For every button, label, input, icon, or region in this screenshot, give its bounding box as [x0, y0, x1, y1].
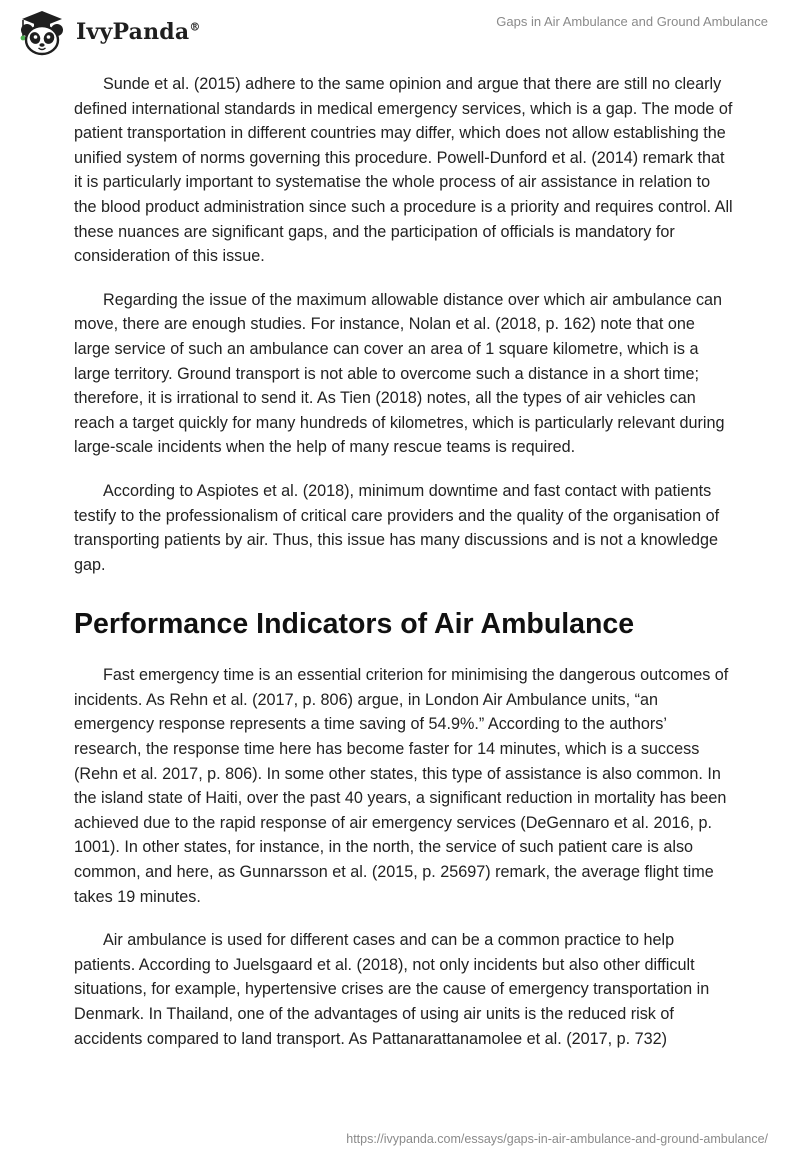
paragraph: According to Aspiotes et al. (2018), minimum downtime and fast contact with patients testify to the professionalism of critical care providers and the quality of the organisation of transporting patients by air. Thus, this issue has many discussions and is not a knowledge gap. [74, 481, 720, 574]
paragraph: Fast emergency time is an essential criterion for minimising the dangerous outcomes of incidents. As Rehn et al. (2017, p. 806) argue, in London Air Ambulance units, “an emergency response represents a time saving of 54.9%.” According to the authors’ research, the response time here has become faster for 14 minutes, which is a success (Rehn et al. 2017, p. 806). In some other states, this type of assistance is also common. In the island state of Haiti, over the past 40 years, a significant reduction in mortality has been achieved due to the rapid response of air emergency services (DeGennaro et al. 2016, p. 1001). In other states, for instance, in the north, the service of such patient care is also common, and here, as Gunnarsson et al. (2015, p. 25697) remark, the average flight time takes 19 minutes. [74, 666, 729, 906]
paragraph: Air ambulance is used for different cases and can be a common practice to help patients. According to Juelsgaard et al. (2018), not only incidents but also other difficult situations, for example, hypertensive crises are the cause of emergency transportation in Denmark. In Thailand, one of the advantages of using air units is the reduced risk of accidents compared to land transport. As Pattanarattanamolee et al. (2017, p. 732) [74, 931, 710, 1048]
essay-content [74, 72, 734, 1070]
brand-logo[interactable] [14, 6, 201, 58]
panda-logo-icon [14, 6, 70, 58]
paragraph: Sunde et al. (2015) adhere to the same opinion and argue that there are still no clearly defined international standards in medical emergency services, which is a gap. The mode of patient transportation in different countries may differ, which does not allow establishing the unified system of norms governing this procedure. Powell-Dunford et al. (2014) remark that it is particularly important to systematise the whole process of air assistance in relation to the blood product administration since such a procedure is a priority and requires control. All these nuances are significant gaps, and the participation of officials is mandatory for consideration of this issue. [74, 75, 733, 266]
brand-name: IvyPanda® [76, 19, 201, 45]
section-heading: Performance Indicators of Air Ambulance [74, 608, 635, 641]
source-url[interactable]: https://ivypanda.com/essays/gaps-in-air-ambulance-and-ground-ambulance/ [346, 1132, 768, 1146]
document-title: Gaps in Air Ambulance and Ground Ambulance [496, 14, 768, 29]
page-header [0, 0, 800, 64]
paragraph: Regarding the issue of the maximum allowable distance over which air ambulance can move, there are enough studies. For instance, Nolan et al. (2018, p. 162) note that one large service of such an ambulance can cover an area of 1 square kilometre, which is a large territory. Ground transport is not able to overcome such a distance in a short time; therefore, it is irrational to send it. As Tien (2018) notes, all the types of air vehicles can reach a target quickly for many hundreds of kilometres, which is particularly relevant during large-scale incidents when the help of many rescue teams is required. [74, 290, 725, 457]
